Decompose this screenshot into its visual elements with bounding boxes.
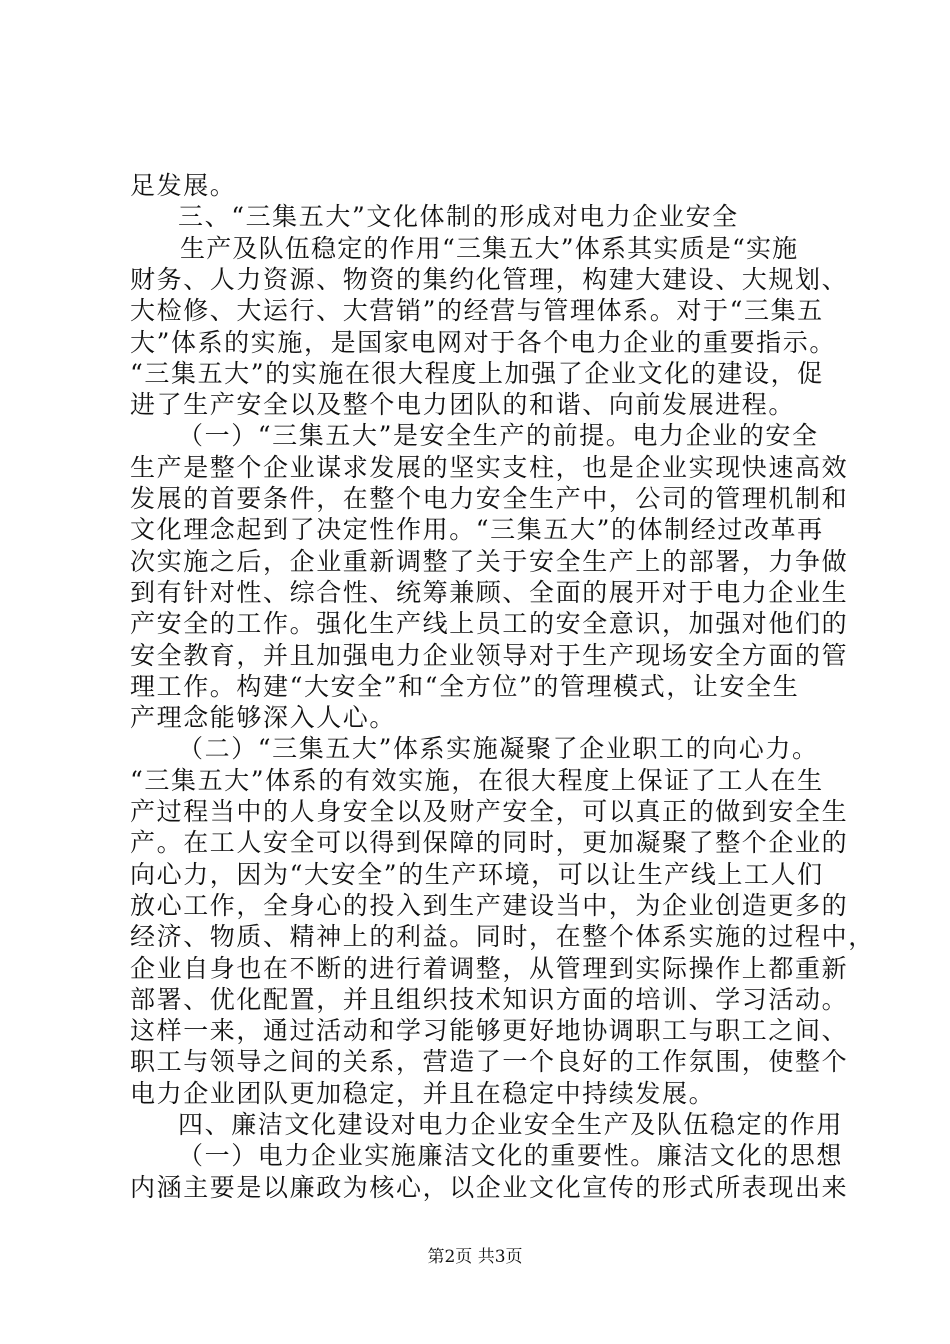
text-line: 理工作。构建“大安全”和“全方位”的管理模式，让安全生 [130,671,800,701]
subsection-heading: （一）电力企业实施廉洁文化的重要性。廉洁文化的思想 [178,1141,844,1171]
text-line: 产。在工人安全可以得到保障的同时，更加凝聚了整个企业的 [130,828,849,858]
text-line: 产安全的工作。强化生产线上员工的安全意识，加强对他们的 [130,609,849,639]
text-line: 这样一来，通过活动和学习能够更好地协调职工与职工之间、 [130,1016,849,1046]
section-heading: 三、“三集五大”文化体制的形成对电力企业安全 [178,202,739,232]
text-line: 大检修、大运行、大营销”的经营与管理体系。对于“三集五 [130,296,824,326]
text-line: 文化理念起到了决定性作用。“三集五大”的体制经过改革再 [130,515,824,545]
text-line: 安全教育，并且加强电力企业领导对于生产现场安全方面的管 [130,640,849,670]
text-line: 企业自身也在不断的进行着调整，从管理到实际操作上都重新 [130,953,849,983]
text-line: 部署、优化配置，并且组织技术知识方面的培训、学习活动。 [130,984,849,1014]
text-line: 产理念能够深入人心。 [130,703,397,733]
text-line: 向心力，因为“大安全”的生产环境，可以让生产线上工人们 [130,859,824,889]
text-line: 次实施之后，企业重新调整了关于安全生产上的部署，力争做 [130,546,849,576]
text-line: 大”体系的实施，是国家电网对于各个电力企业的重要指示。 [130,327,836,357]
text-line: “三集五大”体系的有效实施，在很大程度上保证了工人在生 [130,765,824,795]
text-line: 财务、人力资源、物资的集约化管理，构建大建设、大规划、 [130,264,849,294]
text-line: 产过程当中的人身安全以及财产安全，可以真正的做到安全生 [130,797,849,826]
text-line: 经济、物质、精神上的利益。同时，在整个体系实施的过程中， [130,922,875,952]
text-line: 发展的首要条件，在整个电力安全生产中，公司的管理机制和 [130,484,849,513]
text-line: 内涵主要是以廉政为核心，以企业文化宣传的形式所表现出来 [130,1172,849,1202]
text-line: 生产是整个企业谋求发展的坚实支柱，也是企业实现快速高效 [130,452,849,482]
text-line: 放心工作，全身心的投入到生产建设当中，为企业创造更多的 [130,890,849,920]
text-line: “三集五大”的实施在很大程度上加强了企业文化的建设，促 [130,358,824,388]
page-footer: 第2页 共3页 [427,1247,523,1267]
text-line: 电力企业团队更加稳定，并且在稳定中持续发展。 [130,1078,716,1108]
text-line: 足发展。 [130,171,237,200]
subsection-heading: （一）“三集五大”是安全生产的前提。电力企业的安全 [178,421,819,451]
subsection-heading: （二）“三集五大”体系实施凝聚了企业职工的向心力。 [178,734,819,764]
text-line: 到有针对性、综合性、统筹兼顾、全面的展开对于电力企业生 [130,577,849,607]
text-line: 职工与领导之间的关系，营造了一个良好的工作氛围，使整个 [130,1047,849,1077]
text-line: 进了生产安全以及整个电力团队的和谐、向前发展进程。 [130,390,796,420]
text-line: 生产及队伍稳定的作用“三集五大”体系其实质是“实施 [180,233,799,263]
section-heading: 四、廉洁文化建设对电力企业安全生产及队伍稳定的作用 [178,1110,844,1139]
